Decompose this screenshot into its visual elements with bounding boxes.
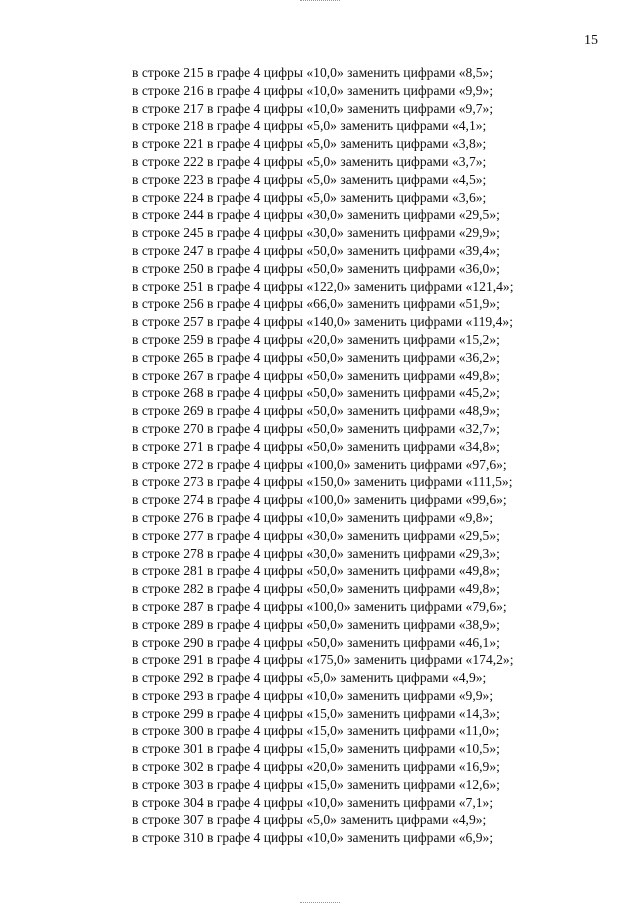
page-number: 15 [584, 33, 598, 48]
top-scan-mark [300, 0, 340, 3]
amendment-line: в строке 251 в графе 4 цифры «122,0» заменить цифрами «121,4»; [132, 278, 514, 294]
amendment-line: в строке 299 в графе 4 цифры «15,0» заменить цифрами «14,3»; [132, 705, 500, 721]
amendment-line: в строке 216 в графе 4 цифры «10,0» заменить цифрами «9,9»; [132, 82, 494, 98]
amendment-line: в строке 247 в графе 4 цифры «50,0» заменить цифрами «39,4»; [132, 242, 500, 258]
amendment-line: в строке 293 в графе 4 цифры «10,0» заменить цифрами «9,9»; [132, 687, 494, 703]
amendment-line: в строке 300 в графе 4 цифры «15,0» заменить цифрами «11,0»; [132, 723, 500, 739]
amendment-line: в строке 245 в графе 4 цифры «30,0» заменить цифрами «29,9»; [132, 225, 500, 241]
amendment-line: в строке 217 в графе 4 цифры «10,0» заменить цифрами «9,7»; [132, 100, 494, 116]
amendment-line: в строке 271 в графе 4 цифры «50,0» заменить цифрами «34,8»; [132, 438, 500, 454]
amendment-line: в строке 292 в графе 4 цифры «5,0» заменить цифрами «4,9»; [132, 670, 487, 686]
amendment-line: в строке 287 в графе 4 цифры «100,0» заменить цифрами «79,6»; [132, 598, 507, 614]
amendment-line: в строке 267 в графе 4 цифры «50,0» заменить цифрами «49,8»; [132, 367, 500, 383]
amendment-line: в строке 307 в графе 4 цифры «5,0» заменить цифрами «4,9»; [132, 812, 487, 828]
amendment-line: в строке 278 в графе 4 цифры «30,0» заменить цифрами «29,3»; [132, 545, 500, 561]
amendment-line: в строке 244 в графе 4 цифры «30,0» заменить цифрами «29,5»; [132, 207, 500, 223]
amendment-line: в строке 282 в графе 4 цифры «50,0» заменить цифрами «49,8»; [132, 581, 500, 597]
amendment-line: в строке 265 в графе 4 цифры «50,0» заменить цифрами «36,2»; [132, 349, 500, 365]
amendment-line: в строке 268 в графе 4 цифры «50,0» заменить цифрами «45,2»; [132, 385, 500, 401]
amendment-line: в строке 215 в графе 4 цифры «10,0» заменить цифрами «8,5»; [132, 65, 494, 80]
amendment-line: в строке 222 в графе 4 цифры «5,0» заменить цифрами «3,7»; [132, 153, 487, 169]
amendment-line: в строке 277 в графе 4 цифры «30,0» заменить цифрами «29,5»; [132, 527, 500, 543]
amendment-line: в строке 272 в графе 4 цифры «100,0» заменить цифрами «97,6»; [132, 456, 507, 472]
amendment-line: в строке 304 в графе 4 цифры «10,0» заменить цифрами «7,1»; [132, 794, 494, 810]
amendment-line: в строке 276 в графе 4 цифры «10,0» заменить цифрами «9,8»; [132, 509, 494, 525]
amendment-line: в строке 269 в графе 4 цифры «50,0» заменить цифрами «48,9»; [132, 403, 500, 419]
amendment-line: в строке 281 в графе 4 цифры «50,0» заменить цифрами «49,8»; [132, 563, 500, 579]
amendment-line: в строке 273 в графе 4 цифры «150,0» заменить цифрами «111,5»; [132, 474, 513, 490]
amendment-line: в строке 274 в графе 4 цифры «100,0» заменить цифрами «99,6»; [132, 492, 507, 508]
amendment-line: в строке 224 в графе 4 цифры «5,0» заменить цифрами «3,6»; [132, 189, 487, 205]
amendment-line: в строке 256 в графе 4 цифры «66,0» заменить цифрами «51,9»; [132, 296, 500, 312]
amendment-line: в строке 289 в графе 4 цифры «50,0» заменить цифрами «38,9»; [132, 616, 500, 632]
amendment-line: в строке 223 в графе 4 цифры «5,0» заменить цифрами «4,5»; [132, 171, 487, 187]
amendment-line: в строке 250 в графе 4 цифры «50,0» заменить цифрами «36,0»; [132, 260, 500, 276]
amendment-line: в строке 290 в графе 4 цифры «50,0» заменить цифрами «46,1»; [132, 634, 500, 650]
bottom-scan-mark [300, 902, 340, 903]
amendment-line: в строке 291 в графе 4 цифры «175,0» заменить цифрами «174,2»; [132, 652, 514, 668]
amendment-line: в строке 257 в графе 4 цифры «140,0» заменить цифрами «119,4»; [132, 314, 514, 330]
amendment-line: в строке 218 в графе 4 цифры «5,0» заменить цифрами «4,1»; [132, 118, 487, 134]
amendment-line: в строке 221 в графе 4 цифры «5,0» заменить цифрами «3,8»; [132, 136, 487, 152]
amendment-line: в строке 302 в графе 4 цифры «20,0» заменить цифрами «16,9»; [132, 759, 500, 775]
amendment-line: в строке 259 в графе 4 цифры «20,0» заменить цифрами «15,2»; [132, 331, 500, 347]
amendment-line: в строке 303 в графе 4 цифры «15,0» заменить цифрами «12,6»; [132, 776, 500, 792]
amendment-line: в строке 270 в графе 4 цифры «50,0» заменить цифрами «32,7»; [132, 420, 500, 436]
amendment-list [132, 64, 514, 847]
amendment-line: в строке 301 в графе 4 цифры «15,0» заменить цифрами «10,5»; [132, 741, 500, 757]
amendment-line: в строке 310 в графе 4 цифры «10,0» заменить цифрами «6,9»; [132, 830, 494, 846]
